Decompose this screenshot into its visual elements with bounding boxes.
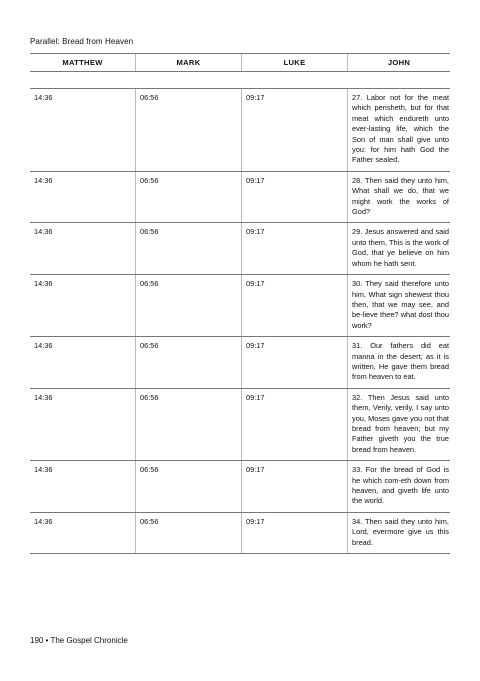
page-title: Parallel: Bread from Heaven: [30, 37, 134, 46]
table-row: [30, 389, 450, 461]
john-cell: 29. Jesus answered and said unto them, This is the work of God, that ye believe on him whom he hath sent.: [352, 227, 449, 268]
luke-cell: 09:17: [242, 513, 348, 553]
matthew-cell: 14:36: [30, 172, 136, 223]
luke-cell: 09:17: [242, 172, 348, 223]
matthew-cell: 14:36: [30, 223, 136, 274]
luke-cell: 09:17: [242, 223, 348, 274]
mark-cell: 06:56: [136, 513, 242, 553]
matthew-cell: 14:36: [30, 461, 136, 512]
luke-cell: 09:17: [242, 337, 348, 388]
mark-cell: 06:56: [136, 275, 242, 336]
john-cell: 32. Then Jesus said unto them, Verily, verily, I say unto you, Moses gave you not that bread from heaven; but my Father giveth you the true bread from heaven.: [352, 392, 449, 454]
john-cell: 28. Then said they unto him, What shall we do, that we might work the works of God?: [352, 175, 449, 217]
luke-cell: 09:17: [242, 275, 348, 336]
table-row: [30, 513, 450, 554]
luke-cell: 09:17: [242, 89, 348, 171]
table-row: [30, 172, 450, 224]
table-header: [30, 53, 450, 72]
table-body: [30, 88, 450, 554]
mark-cell: 06:56: [136, 89, 242, 171]
table-row: [30, 337, 450, 389]
luke-cell: 09:17: [242, 389, 348, 460]
matthew-cell: 14:36: [30, 275, 136, 336]
john-cell: 31. Our fathers did eat manna in the desert; as it is written, He gave them bread from heaven to eat.: [352, 341, 449, 382]
parallel-table: [30, 53, 450, 554]
matthew-cell: 14:36: [30, 337, 136, 388]
table-row: [30, 461, 450, 513]
table-row: [30, 223, 450, 275]
matthew-cell: 14:36: [30, 389, 136, 460]
matthew-cell: 14:36: [30, 89, 136, 171]
column-header-matthew: MATTHEW: [30, 54, 136, 71]
mark-cell: 06:56: [136, 389, 242, 460]
column-header-luke: LUKE: [242, 54, 348, 71]
mark-cell: 06:56: [136, 223, 242, 274]
page-footer: 190 • The Gospel Chronicle: [30, 636, 128, 645]
mark-cell: 06:56: [136, 337, 242, 388]
john-cell: 34. Then said they unto him, Lord, evermore give us this bread.: [352, 516, 449, 547]
mark-cell: 06:56: [136, 461, 242, 512]
john-cell: 27. Labor not for the meat which perisheth, but for that meat which endureth unto ever-lasting life, which the Son of man shall give unto you: for him hath God the Father sealed.: [352, 93, 449, 165]
john-cell: 30. They said therefore unto him, What sign shewest thou then, that we may see, and be-lieve thee? what dost thou work?: [352, 279, 449, 330]
mark-cell: 06:56: [136, 172, 242, 223]
john-cell: 33. For the bread of God is he which com-eth down from heaven, and giveth life unto the world.: [352, 465, 449, 506]
table-row: [30, 89, 450, 172]
column-header-mark: MARK: [136, 54, 242, 71]
table-row: [30, 275, 450, 337]
matthew-cell: 14:36: [30, 513, 136, 553]
luke-cell: 09:17: [242, 461, 348, 512]
column-header-john: JOHN: [387, 58, 411, 67]
